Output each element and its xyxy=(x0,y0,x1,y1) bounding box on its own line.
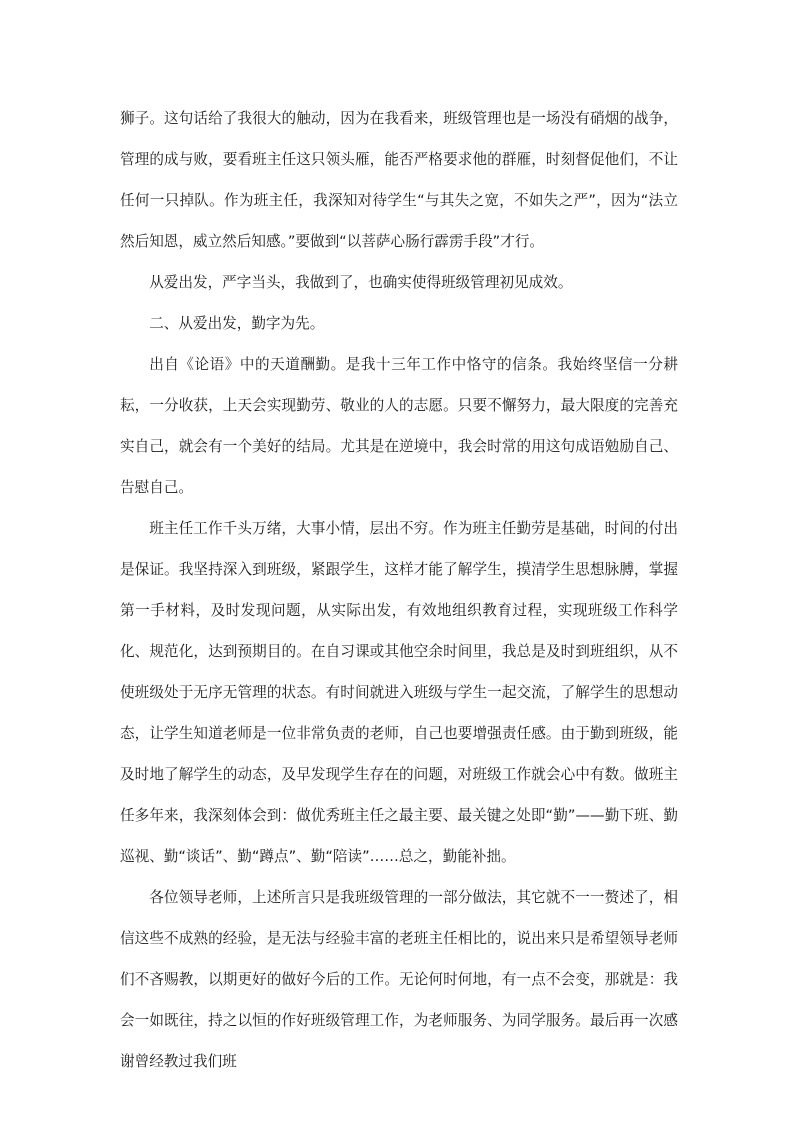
paragraph-2: 从爱出发，严字当头，我做到了，也确实使得班级管理初见成效。 xyxy=(149,274,573,291)
paragraph-4: 班主任工作千头万绪，大事小情，层出不穷。作为班主任勤劳是基础，时间的付出是保证。我坚持深入到班级，紧跟学生，这样才能了解学生，摸清学生思想脉膊，掌握第一手材料，及时发现问题，从实际出发，有效地组织教育过程，实现班级工作科学化、规范化，达到预期目的。在自习课或其他空余时间里，我总是及时到班组织，从不使班级处于无序无管理的状态。有时间就进入班级与学生一起交流，了解学生的思想动态，让学生知道老师是一位非常负责的老师，自己也要增强责任感。由于勤到班级，能及时地了解学生的动态，及早发现学生存在的问题，对班级工作就会心中有数。做班主任多年来，我深刻体会到：做优秀班主任之最主要、最关键之处即“勤”——勤下班、勤巡视、勤“谈话”、勤“蹲点”、勤“陪读”……总之，勤能补拙。 xyxy=(120,520,678,865)
paragraph-5: 各位领导老师，上述所言只是我班级管理的一部分做法，其它就不一一赘述了，相信这些不成熟的经验，是无法与经验丰富的老班主任相比的，说出来只是希望领导老师们不吝赐教，以期更好的做好今后的工作。无论何时何地，有一点不会变，那就是：我会一如既往，持之以恒的作好班级管理工作，为老师服务、为同学服务。最后再一次感谢曾经教过我们班 xyxy=(120,889,678,1070)
paragraph-1: 狮子。这句话给了我很大的触动，因为在我看来，班级管理也是一场没有硝烟的战争，管理的成与败，要看班主任这只领头雁，能否严格要求他的群雁，时刻督促他们，不让任何一只掉队。作为班主任，我深知对待学生“与其失之宽，不如失之严”，因为“法立然后知恩，威立然后知感。”要做到“以菩萨心肠行霹雳手段”才行。 xyxy=(120,110,678,250)
paragraph-3: 出自《论语》中的天道酬勤。是我十三年工作中恪守的信条。我始终坚信一分耕耘，一分收获，上天会实现勤劳、敬业的人的志愿。只要不懈努力，最大限度的完善充实自己，就会有一个美好的结局。尤其是在逆境中，我会时常的用这句成语勉励自己、告慰自己。 xyxy=(120,356,678,496)
section-heading-2: 二、从爱出发，勤字为先。 xyxy=(149,315,325,332)
document-body xyxy=(120,98,678,1082)
